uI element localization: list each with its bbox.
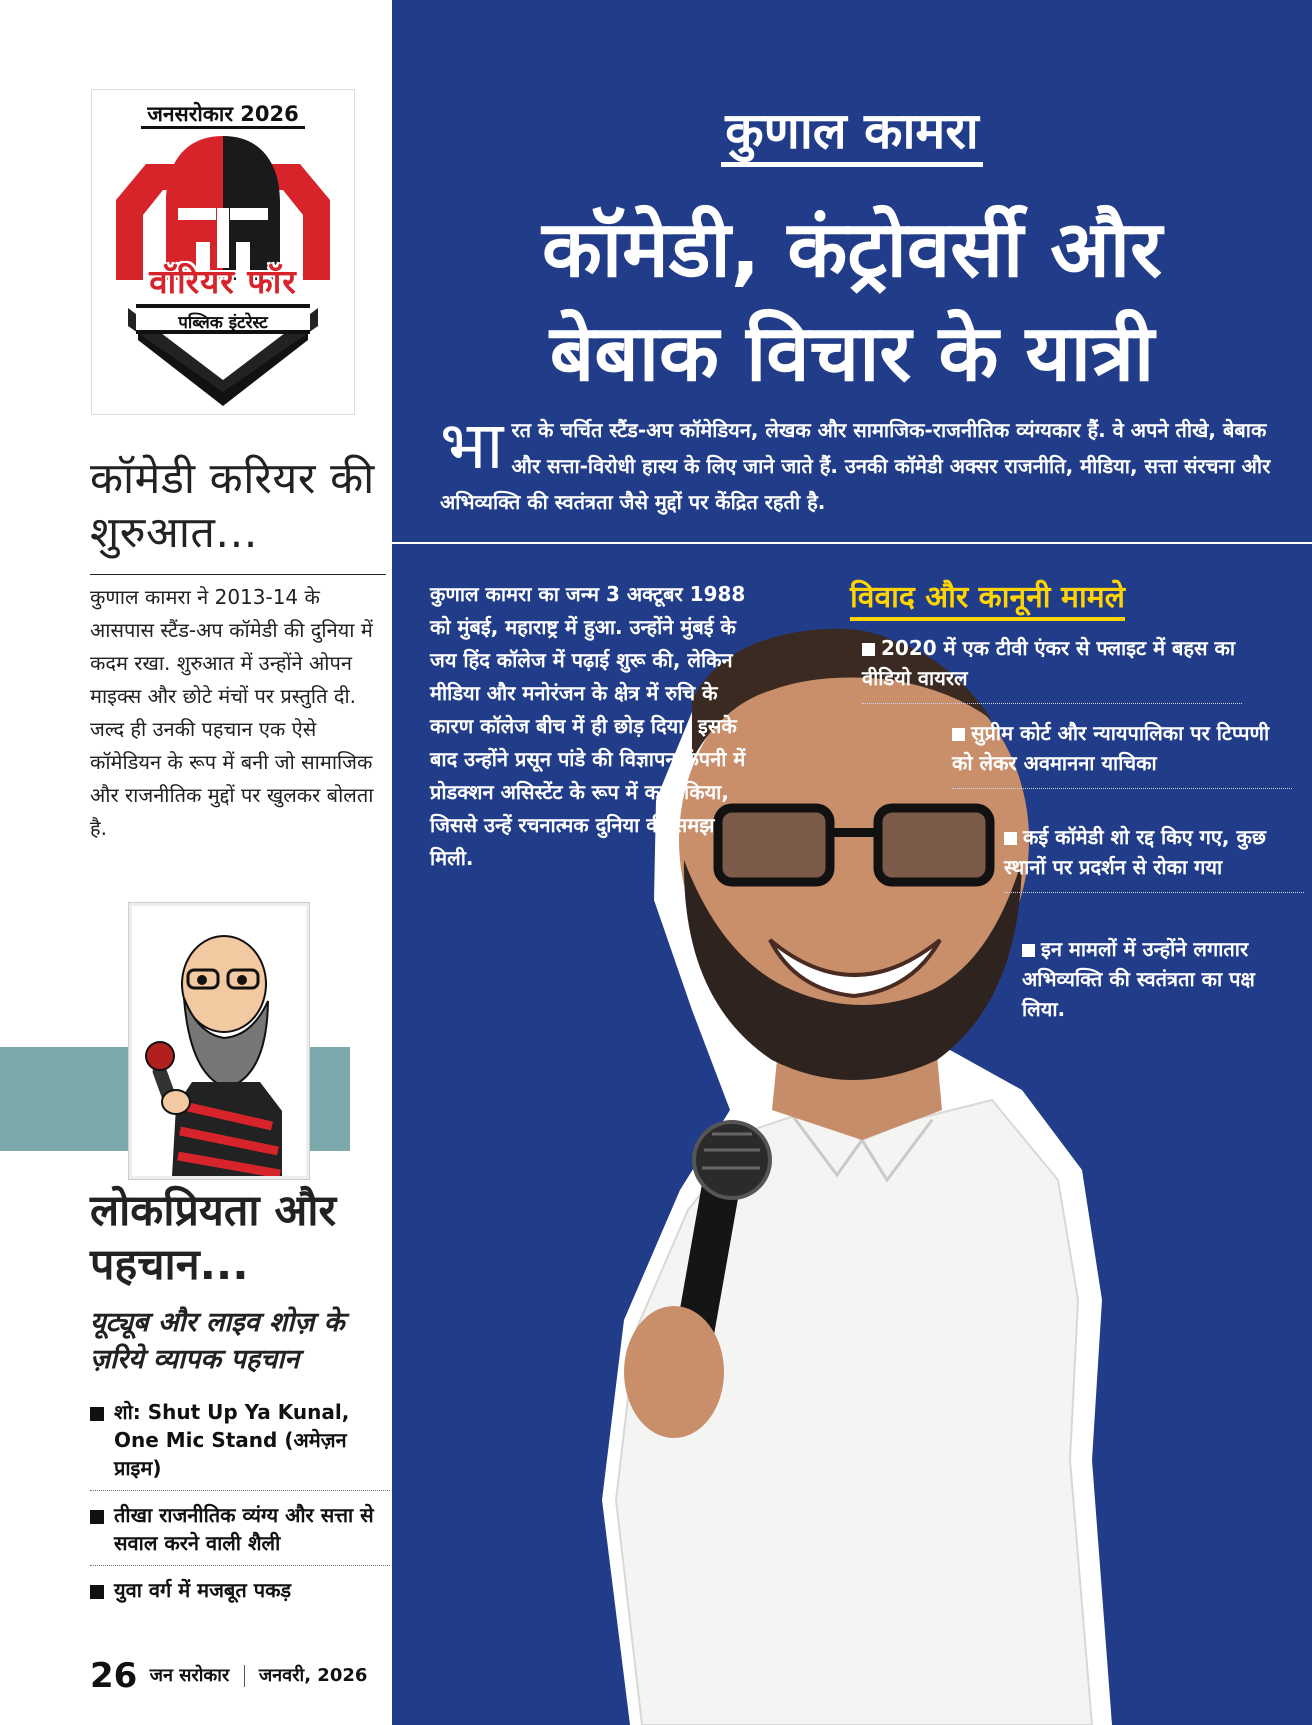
article-panel — [392, 0, 1312, 1725]
controversy-item — [1004, 822, 1304, 893]
bullet-square-icon — [862, 643, 875, 656]
headline-line-1: कॉमेडी, कंट्रोवर्सी और — [541, 205, 1163, 295]
article-body: कुणाल कामरा का जन्म 3 अक्टूबर 1988 को मुंबई, महाराष्ट्र में हुआ. उन्होंने मुंबई के जय हिंद कॉलेज में पढ़ाई शुरू की, लेकिन मीडिया और मनोरंजन के क्षेत्र में रुचि के कारण कॉलेज बीच में ही छोड़ दिया. इसके बाद उन्होंने प्रसून पांडे की विज्ञापन कंपनी में प्रोडक्शन असिस्टेंट के रूप में काम किया, जिससे उन्हें रचनात्मक दुनिया की समझ मिली. — [430, 582, 746, 870]
caricature-illustration-icon — [132, 906, 306, 1176]
footer-divider — [244, 1665, 245, 1687]
bullet-square-icon — [90, 1510, 104, 1524]
left-column — [0, 0, 390, 1725]
drop-cap: भा — [440, 407, 504, 484]
controversy-title — [850, 575, 1125, 616]
list-item-text: शो: Shut Up Ya Kunal, One Mic Stand (अमेज़न प्राइम) — [114, 1400, 350, 1480]
popularity-list — [90, 1394, 390, 1618]
list-item-text: तीखा राजनीतिक व्यंग्य और सत्ता से सवाल करने वाली शैली — [114, 1503, 374, 1555]
bullet-square-icon — [1004, 832, 1017, 845]
issue-date: जनवरी, 2026 — [258, 1665, 368, 1686]
controversy-item-text: कई कॉमेडी शो रद्द किए गए, कुछ स्थानों पर प्रदर्शन से रोका गया — [1004, 825, 1266, 879]
list-item — [90, 1394, 390, 1491]
popularity-subheading: यूट्यूब और लाइव शोज़ के ज़रिये व्यापक पहचान — [90, 1307, 345, 1375]
controversy-title-text: विवाद और कानूनी मामले — [850, 580, 1125, 621]
controversy-item-text: सुप्रीम कोर्ट और न्यायपालिका पर टिप्पणी को लेकर अवमानना याचिका — [952, 721, 1270, 775]
list-item-text: युवा वर्ग में मजबूत पकड़ — [114, 1578, 292, 1602]
career-text: कुणाल कामरा ने 2013-14 के आसपास स्टैंड-अप कॉमेडी की दुनिया में कदम रखा. शुरुआत में उन्होंने ओपन माइक्स और छोटे मंचों पर प्रस्तुति दी. जल्द ही उनकी पहचान एक ऐसे कॉमेडियन के रूप में बनी जो सामाजिक और राजनीतिक मुद्दों पर खुलकर बोलता है. — [90, 574, 386, 845]
headline-line-2: बेबाक विचार के यात्री — [549, 309, 1155, 399]
kicker-text: कुणाल कामरा — [721, 102, 982, 167]
bullet-square-icon — [952, 728, 965, 741]
bullet-square-icon — [1022, 944, 1035, 957]
controversy-item — [862, 633, 1242, 704]
list-item — [90, 1572, 390, 1612]
intro-text: रत के चर्चित स्टैंड-अप कॉमेडियन, लेखक और सामाजिक-राजनीतिक व्यंग्यकार हैं. वे अपने तीखे, बेबाक और सत्ता-विरोधी हास्य के लिए जाने जाते हैं. उनकी कॉमेडी अक्सर राजनीति, मीडिया, सत्ता संरचना और अभिव्यक्ति की स्वतंत्रता जैसे मुद्दों पर केंद्रित रहती है. — [440, 418, 1271, 514]
controversy-item — [952, 718, 1292, 789]
controversy-item-text: इन मामलों में उन्होंने लगातार अभिव्यक्ति की स्वतंत्रता का पक्ष लिया. — [1022, 937, 1255, 1021]
page-footer — [90, 1656, 367, 1696]
logo-title — [92, 100, 354, 128]
list-item — [90, 1497, 390, 1566]
logo-line1: वॉरियर फॉर — [149, 262, 297, 301]
warrior-logo — [92, 90, 354, 414]
controversy-item — [1022, 934, 1292, 1034]
bullet-square-icon — [90, 1407, 104, 1421]
logo-line2: पब्लिक इंटरेस्ट — [136, 304, 310, 334]
page-number: 26 — [90, 1656, 138, 1696]
career-heading: कॉमेडी करियर की शुरुआत... — [90, 454, 375, 558]
bullet-square-icon — [90, 1585, 104, 1599]
popularity-heading: लोकप्रियता और पहचान... — [90, 1186, 337, 1290]
magazine-name: जन सरोकार — [149, 1665, 230, 1686]
logo-title-text: जनसरोकार 2026 — [141, 102, 304, 129]
controversy-item-text: 2020 में एक टीवी एंकर से फ्लाइट में बहस का वीडियो वायरल — [862, 636, 1236, 690]
caricature-image — [132, 906, 306, 1176]
